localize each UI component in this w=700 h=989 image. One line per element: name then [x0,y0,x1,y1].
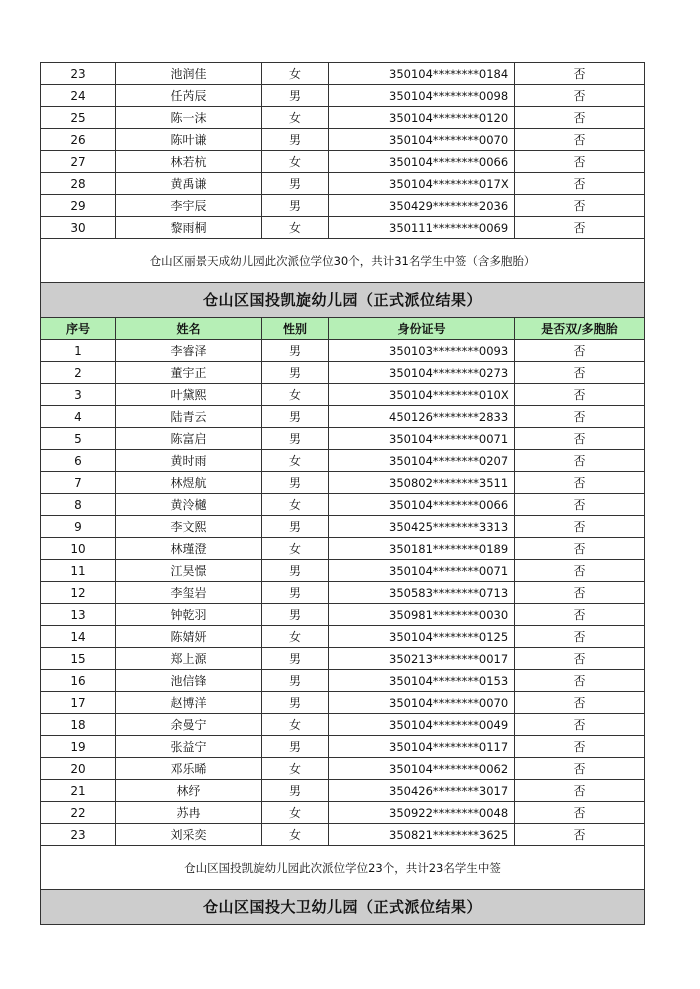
cell-multiple-birth: 否 [515,472,645,494]
cell-index: 28 [41,173,116,195]
cell-gender: 男 [262,195,329,217]
cell-name: 刘采奕 [116,824,262,846]
cell-index: 19 [41,736,116,758]
cell-id-number: 350104********0070 [329,129,515,151]
cell-multiple-birth: 否 [515,494,645,516]
cell-gender: 女 [262,494,329,516]
cell-index: 23 [41,63,116,85]
block2-title-row [41,283,645,318]
cell-index: 20 [41,758,116,780]
cell-id-number: 350104********0120 [329,107,515,129]
block2-rows [41,340,645,846]
table-row [41,626,645,648]
cell-index: 8 [41,494,116,516]
cell-gender: 男 [262,736,329,758]
cell-gender: 女 [262,217,329,239]
cell-id-number: 350104********0070 [329,692,515,714]
cell-multiple-birth: 否 [515,692,645,714]
table-row [41,406,645,428]
cell-id-number: 350104********0071 [329,560,515,582]
cell-index: 1 [41,340,116,362]
cell-id-number: 350104********0071 [329,428,515,450]
cell-multiple-birth: 否 [515,173,645,195]
table-row [41,195,645,217]
cell-index: 6 [41,450,116,472]
cell-id-number: 350104********017X [329,173,515,195]
cell-index: 10 [41,538,116,560]
cell-index: 17 [41,692,116,714]
cell-name: 林煜航 [116,472,262,494]
table-row [41,63,645,85]
cell-index: 24 [41,85,116,107]
cell-multiple-birth: 否 [515,824,645,846]
table-row [41,824,645,846]
cell-name: 任芮辰 [116,85,262,107]
cell-gender: 男 [262,406,329,428]
table-row [41,151,645,173]
table-row [41,173,645,195]
cell-multiple-birth: 否 [515,604,645,626]
cell-gender: 男 [262,173,329,195]
cell-gender: 男 [262,692,329,714]
cell-index: 9 [41,516,116,538]
cell-name: 余曼宁 [116,714,262,736]
cell-multiple-birth: 否 [515,780,645,802]
cell-name: 黄泠樾 [116,494,262,516]
cell-gender: 女 [262,107,329,129]
cell-index: 18 [41,714,116,736]
cell-gender: 女 [262,714,329,736]
cell-name: 李文熙 [116,516,262,538]
cell-gender: 男 [262,362,329,384]
cell-id-number: 350104********0066 [329,494,515,516]
cell-index: 30 [41,217,116,239]
cell-gender: 男 [262,516,329,538]
cell-index: 29 [41,195,116,217]
table-row [41,560,645,582]
cell-id-number: 350103********0093 [329,340,515,362]
table-row [41,450,645,472]
table-row [41,802,645,824]
table-row [41,692,645,714]
cell-name: 池信锋 [116,670,262,692]
cell-name: 苏冉 [116,802,262,824]
cell-index: 27 [41,151,116,173]
cell-id-number: 350104********010X [329,384,515,406]
cell-gender: 女 [262,758,329,780]
block1-summary: 仓山区丽景天成幼儿园此次派位学位30个，共计31名学生中签（含多胞胎） [41,239,645,283]
results-sheet [40,62,644,925]
table-row [41,648,645,670]
cell-index: 26 [41,129,116,151]
cell-id-number: 350583********0713 [329,582,515,604]
block2-school-title: 仓山区国投凯旋幼儿园（正式派位结果） [41,283,645,318]
cell-multiple-birth: 否 [515,648,645,670]
table-row [41,217,645,239]
cell-gender: 男 [262,560,329,582]
cell-gender: 女 [262,824,329,846]
cell-name: 郑上源 [116,648,262,670]
cell-gender: 男 [262,340,329,362]
cell-multiple-birth: 否 [515,736,645,758]
table-row [41,340,645,362]
cell-multiple-birth: 否 [515,538,645,560]
cell-multiple-birth: 否 [515,714,645,736]
cell-id-number: 350104********0062 [329,758,515,780]
cell-gender: 女 [262,151,329,173]
cell-multiple-birth: 否 [515,384,645,406]
cell-multiple-birth: 否 [515,129,645,151]
cell-id-number: 350181********0189 [329,538,515,560]
cell-name: 陈一沫 [116,107,262,129]
cell-multiple-birth: 否 [515,217,645,239]
table-row [41,384,645,406]
cell-index: 16 [41,670,116,692]
cell-id-number: 350425********3313 [329,516,515,538]
cell-name: 陆青云 [116,406,262,428]
block2-header-row [41,318,645,340]
cell-name: 陈富启 [116,428,262,450]
cell-gender: 女 [262,538,329,560]
cell-index: 21 [41,780,116,802]
cell-name: 江昊憬 [116,560,262,582]
table-row [41,582,645,604]
cell-id-number: 350104********0049 [329,714,515,736]
results-table [40,62,645,925]
cell-gender: 女 [262,802,329,824]
cell-name: 陈婧妍 [116,626,262,648]
cell-multiple-birth: 否 [515,516,645,538]
cell-index: 25 [41,107,116,129]
cell-name: 陈叶谦 [116,129,262,151]
cell-name: 黄禹谦 [116,173,262,195]
cell-name: 李宇辰 [116,195,262,217]
cell-gender: 男 [262,85,329,107]
cell-id-number: 350213********0017 [329,648,515,670]
cell-gender: 女 [262,384,329,406]
cell-multiple-birth: 否 [515,63,645,85]
table-row [41,604,645,626]
table-row [41,362,645,384]
cell-gender: 男 [262,780,329,802]
cell-index: 4 [41,406,116,428]
table-row [41,736,645,758]
block1-summary-row [41,239,645,283]
table-row [41,85,645,107]
cell-id-number: 450126********2833 [329,406,515,428]
cell-gender: 男 [262,472,329,494]
table-row [41,494,645,516]
cell-name: 叶黛熙 [116,384,262,406]
cell-id-number: 350104********0153 [329,670,515,692]
cell-id-number: 350104********0066 [329,151,515,173]
cell-gender: 女 [262,626,329,648]
cell-index: 22 [41,802,116,824]
cell-multiple-birth: 否 [515,151,645,173]
cell-id-number: 350111********0069 [329,217,515,239]
cell-gender: 男 [262,604,329,626]
block2-summary: 仓山区国投凯旋幼儿园此次派位学位23个，共计23名学生中签 [41,846,645,890]
table-row [41,758,645,780]
cell-name: 池润佳 [116,63,262,85]
block3-school-title: 仓山区国投大卫幼儿园（正式派位结果） [41,890,645,925]
cell-multiple-birth: 否 [515,107,645,129]
cell-gender: 男 [262,129,329,151]
cell-gender: 男 [262,428,329,450]
table-row [41,472,645,494]
cell-index: 15 [41,648,116,670]
table-row [41,714,645,736]
cell-id-number: 350802********3511 [329,472,515,494]
cell-gender: 男 [262,670,329,692]
cell-name: 林瑾澄 [116,538,262,560]
header-name: 姓名 [116,318,262,340]
cell-name: 黎雨桐 [116,217,262,239]
cell-id-number: 350426********3017 [329,780,515,802]
cell-name: 赵博洋 [116,692,262,714]
cell-id-number: 350104********0117 [329,736,515,758]
cell-multiple-birth: 否 [515,802,645,824]
cell-id-number: 350104********0098 [329,85,515,107]
cell-index: 7 [41,472,116,494]
table-row [41,107,645,129]
cell-name: 钟乾羽 [116,604,262,626]
cell-multiple-birth: 否 [515,560,645,582]
header-gender: 性别 [262,318,329,340]
table-row [41,538,645,560]
cell-name: 邓乐晞 [116,758,262,780]
cell-name: 张益宁 [116,736,262,758]
cell-name: 李睿泽 [116,340,262,362]
cell-name: 林纾 [116,780,262,802]
cell-gender: 女 [262,450,329,472]
cell-multiple-birth: 否 [515,362,645,384]
cell-id-number: 350104********0125 [329,626,515,648]
cell-index: 5 [41,428,116,450]
cell-index: 12 [41,582,116,604]
cell-multiple-birth: 否 [515,626,645,648]
header-multiple-birth: 是否双/多胞胎 [515,318,645,340]
table-row [41,129,645,151]
table-row [41,428,645,450]
cell-name: 李玺岩 [116,582,262,604]
cell-multiple-birth: 否 [515,428,645,450]
cell-index: 23 [41,824,116,846]
cell-id-number: 350104********0207 [329,450,515,472]
header-id-number: 身份证号 [329,318,515,340]
cell-multiple-birth: 否 [515,450,645,472]
cell-id-number: 350981********0030 [329,604,515,626]
block1-rows [41,63,645,239]
cell-index: 14 [41,626,116,648]
cell-index: 11 [41,560,116,582]
table-row [41,780,645,802]
block2-summary-row [41,846,645,890]
cell-multiple-birth: 否 [515,406,645,428]
cell-gender: 男 [262,582,329,604]
block3-title-row [41,890,645,925]
header-index: 序号 [41,318,116,340]
cell-id-number: 350821********3625 [329,824,515,846]
cell-name: 董宇正 [116,362,262,384]
cell-index: 13 [41,604,116,626]
table-row [41,670,645,692]
cell-id-number: 350104********0184 [329,63,515,85]
cell-multiple-birth: 否 [515,582,645,604]
cell-id-number: 350104********0273 [329,362,515,384]
cell-multiple-birth: 否 [515,85,645,107]
cell-gender: 女 [262,63,329,85]
cell-index: 3 [41,384,116,406]
cell-multiple-birth: 否 [515,340,645,362]
cell-multiple-birth: 否 [515,195,645,217]
cell-id-number: 350429********2036 [329,195,515,217]
cell-gender: 男 [262,648,329,670]
cell-multiple-birth: 否 [515,758,645,780]
cell-index: 2 [41,362,116,384]
cell-name: 黄时雨 [116,450,262,472]
table-row [41,516,645,538]
cell-id-number: 350922********0048 [329,802,515,824]
cell-name: 林若杭 [116,151,262,173]
cell-multiple-birth: 否 [515,670,645,692]
